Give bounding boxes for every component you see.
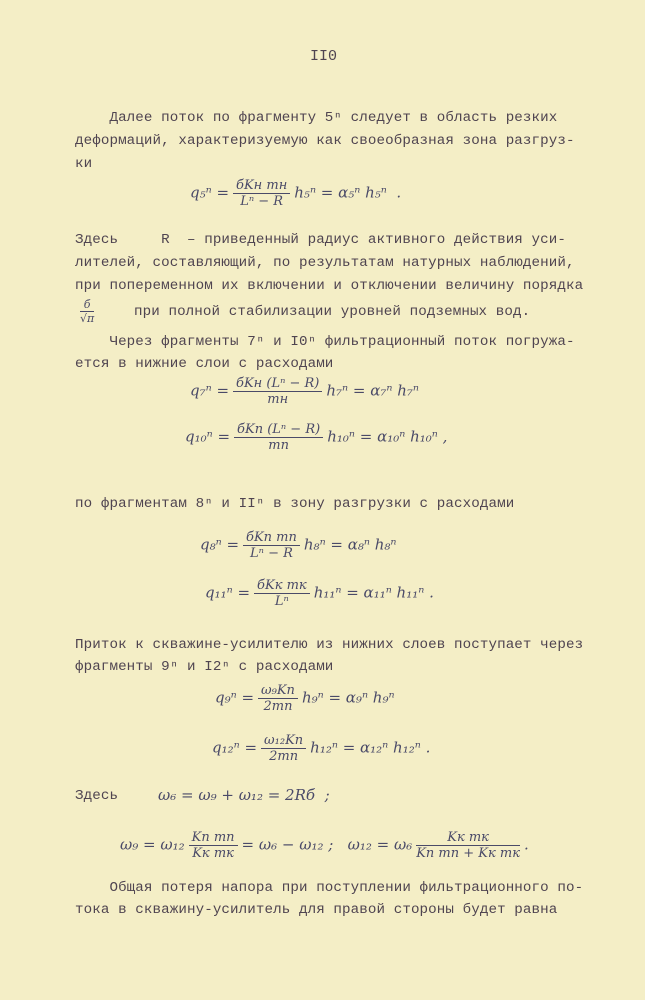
equation-q5: q₅ⁿ = $\frac{\text{бKн mн}}{\text{Lⁿ − R}}$ h₅ⁿ = α₅ⁿ h₅ⁿ . <box>190 178 402 209</box>
paragraph-line: Далее поток по фрагменту 5ⁿ следует в область резких <box>75 110 558 126</box>
paragraph-line: Приток к скважине-усилителю из нижних слоев поступает через <box>75 637 584 653</box>
paragraph-line: Общая потеря напора при поступлении фильтрационного по- <box>75 880 584 896</box>
paragraph-line: тока в скважину-усилитель для правой стороны будет равна <box>75 902 558 918</box>
paragraph-line: при попеременном их включении и отключении величину порядка <box>75 278 584 294</box>
paragraph-line: ется в нижние слои с расходами <box>75 356 334 372</box>
equation-q7: q₇ⁿ = $\frac{\text{бKн (Lⁿ − R)}}{mн}$ h₇ⁿ = α₇ⁿ h₇ⁿ <box>190 376 419 407</box>
paragraph-line: при полной стабилизации уровней подземных вод. <box>134 304 531 320</box>
equation-q8: q₈ⁿ = $\frac{\text{бKп mп}}{\text{Lⁿ − R}}$ h₈ⁿ = α₈ⁿ h₈ⁿ <box>200 530 397 561</box>
equation-omega9: ω₉ = ω₁₂ $\frac{\text{Kп mп}}{\text{Kк mк}}$ = ω₆ − ω₁₂ ; ω₁₂ = ω₆ $\frac{\text{Kк mк}}{\text{Kп mп + Kк mк}}$ . <box>120 830 529 861</box>
page-number: II0 <box>310 48 338 65</box>
equation-q10: q₁₀ⁿ = $\frac{\text{бKп (Lⁿ − R)}}{mп}$ h₁₀ⁿ = α₁₀ⁿ h₁₀ⁿ , <box>185 422 448 453</box>
equation-omega6: ω₆ = ω₉ + ω₁₂ = 2Rб ; <box>158 786 330 804</box>
fraction-sigma-sqrt-pi: $\frac{б}{√\pi}$ <box>80 298 95 325</box>
paragraph-line: деформаций, характеризуемую как своеобразная зона разгруз- <box>75 133 575 149</box>
equation-q12: q₁₂ⁿ = $\frac{\text{ω₁₂Kп}}{2mп}$ h₁₂ⁿ = α₁₂ⁿ h₁₂ⁿ . <box>212 733 431 764</box>
equation-q11: q₁₁ⁿ = $\frac{\text{бKк mк}}{\text{Lⁿ}}$ h₁₁ⁿ = α₁₁ⁿ h₁₁ⁿ . <box>205 578 434 609</box>
equation-q9: q₉ⁿ = $\frac{\text{ω₉Kп}}{2mп}$ h₉ⁿ = α₉ⁿ h₉ⁿ <box>215 683 395 714</box>
paragraph-line: ки <box>75 156 93 172</box>
paragraph-line: Здесь R – приведенный радиус активного действия уси- <box>75 232 566 248</box>
paragraph-line: Через фрагменты 7ⁿ и I0ⁿ фильтрационный поток погружа- <box>75 334 575 350</box>
paragraph-line: по фрагментам 8ⁿ и IIⁿ в зону разгрузки с расходами <box>75 496 515 512</box>
paragraph-line: фрагменты 9ⁿ и I2ⁿ с расходами <box>75 659 334 675</box>
paragraph-line: лителей, составляющий, по результатам натурных наблюдений, <box>75 255 575 271</box>
paragraph-label: Здесь <box>75 788 119 804</box>
